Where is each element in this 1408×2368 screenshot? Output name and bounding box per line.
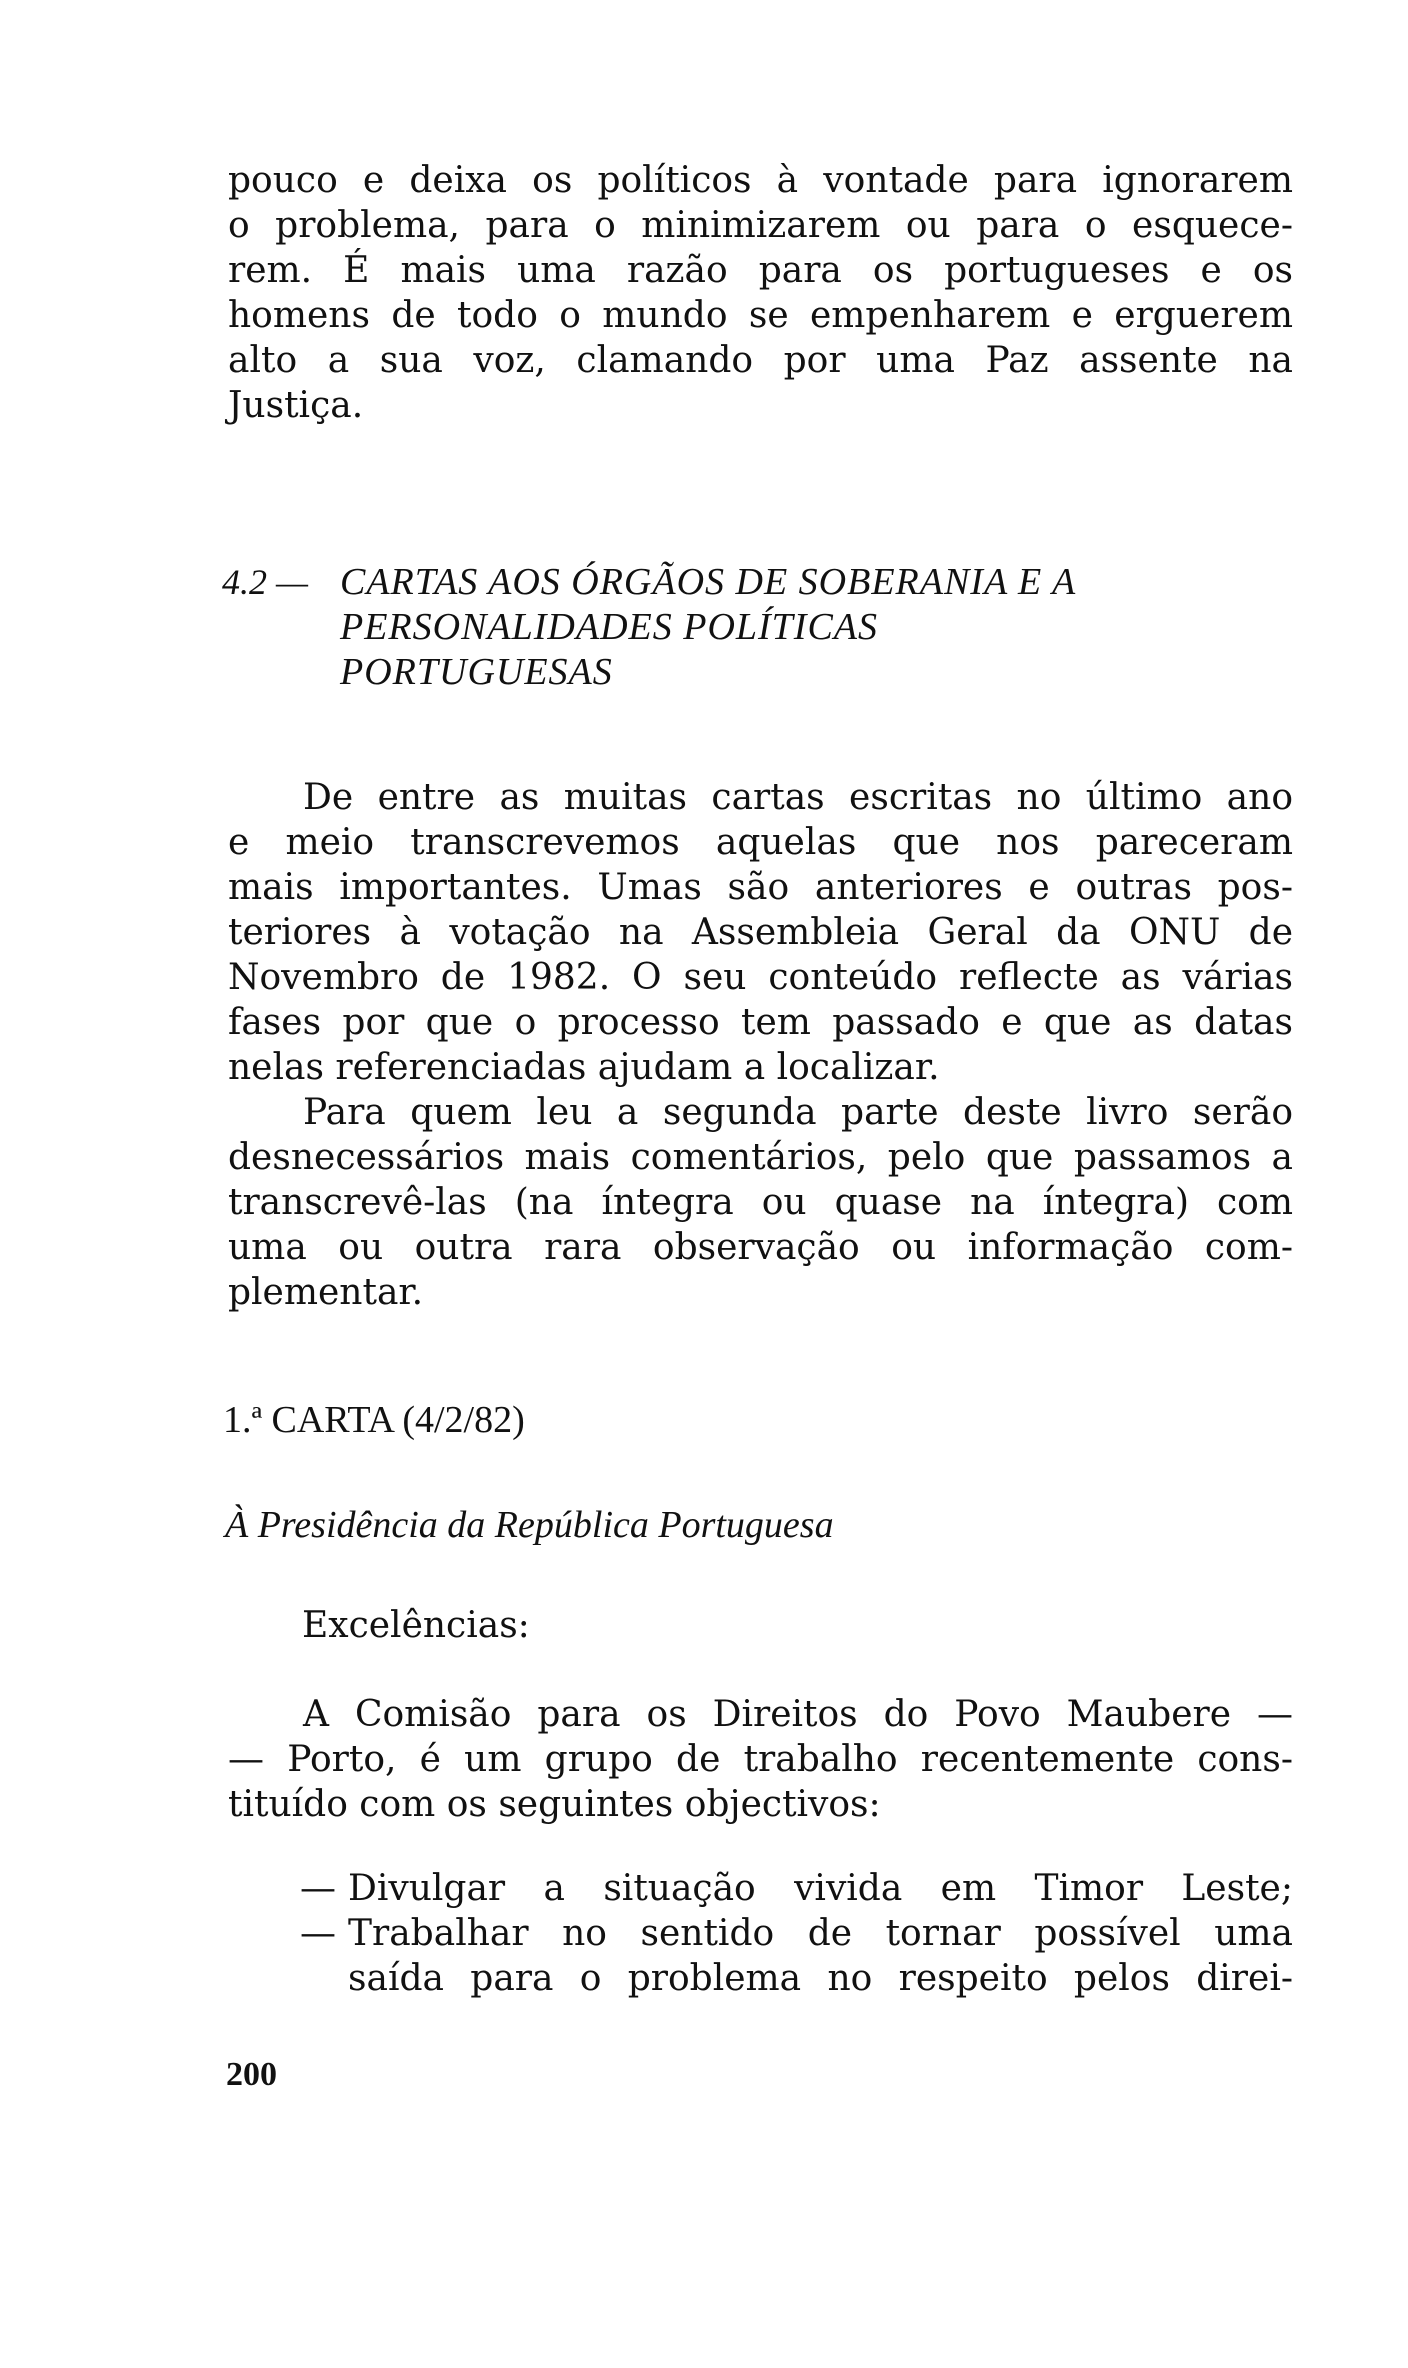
text-line: saída para o problema no respeito pelos direi- bbox=[348, 1958, 1293, 1999]
text-line: rem. É mais uma razão para os portugueses e os bbox=[228, 250, 1293, 291]
text-line: transcrevê-las (na íntegra ou quase na íntegra) com bbox=[228, 1182, 1293, 1223]
paragraph-top bbox=[228, 158, 1293, 428]
text-line: Para quem leu a segunda parte deste livro serão bbox=[303, 1092, 1293, 1133]
text-line: uma ou outra rara observação ou informação com- bbox=[228, 1227, 1293, 1268]
heading-line: PORTUGUESAS bbox=[340, 651, 613, 693]
text-line: nelas referenciadas ajudam a localizar. bbox=[228, 1047, 940, 1088]
letter-salutation: Excelências: bbox=[302, 1605, 530, 1646]
text-line: mais importantes. Umas são anteriores e outras pos- bbox=[228, 867, 1293, 908]
page-number: 200 bbox=[226, 2056, 277, 2093]
intro-paragraph-1 bbox=[228, 775, 1293, 1090]
text-line: Justiça. bbox=[228, 385, 364, 426]
heading-line: CARTAS AOS ÓRGÃOS DE SOBERANIA E A bbox=[340, 561, 1077, 603]
text-line: Novembro de 1982. O seu conteúdo reflecte as várias bbox=[228, 957, 1293, 998]
intro-paragraph-2 bbox=[228, 1090, 1293, 1315]
text-line: A Comisão para os Direitos do Povo Maubere — bbox=[303, 1694, 1293, 1735]
list-item bbox=[300, 1911, 1293, 2001]
text-line: teriores à votação na Assembleia Geral da ONU de bbox=[228, 912, 1293, 953]
dash-marker: — bbox=[300, 1913, 336, 1954]
text-line: pouco e deixa os políticos à vontade para ignorarem bbox=[228, 160, 1293, 201]
objectives-list bbox=[300, 1866, 1293, 2001]
letter-title: 1.ª CARTA (4/2/82) bbox=[223, 1399, 525, 1441]
text-line: e meio transcrevemos aquelas que nos pareceram bbox=[228, 822, 1293, 863]
text-line: fases por que o processo tem passado e que as datas bbox=[228, 1002, 1293, 1043]
text-line: Trabalhar no sentido de tornar possível uma bbox=[348, 1913, 1293, 1954]
text-line: De entre as muitas cartas escritas no último ano bbox=[303, 777, 1293, 818]
letter-body bbox=[228, 1692, 1293, 1827]
text-line: Divulgar a situação vivida em Timor Leste; bbox=[348, 1868, 1293, 1909]
heading-line: PERSONALIDADES POLÍTICAS bbox=[340, 606, 879, 648]
text-line: — Porto, é um grupo de trabalho recentemente cons- bbox=[228, 1739, 1293, 1780]
section-heading bbox=[340, 560, 1300, 695]
text-line: o problema, para o minimizarem ou para o esquece- bbox=[228, 205, 1293, 246]
text-line: homens de todo o mundo se empenharem e erguerem bbox=[228, 295, 1293, 336]
dash-marker: — bbox=[300, 1868, 336, 1909]
section-number: 4.2 — bbox=[222, 562, 309, 602]
text-line: alto a sua voz, clamando por uma Paz assente na bbox=[228, 340, 1293, 381]
letter-addressee: À Presidência da República Portuguesa bbox=[225, 1504, 834, 1546]
text-line: plementar. bbox=[228, 1272, 424, 1313]
text-line: desnecessários mais comentários, pelo que passamos a bbox=[228, 1137, 1293, 1178]
text-line: tituído com os seguintes objectivos: bbox=[228, 1784, 881, 1825]
list-item bbox=[300, 1866, 1293, 1911]
